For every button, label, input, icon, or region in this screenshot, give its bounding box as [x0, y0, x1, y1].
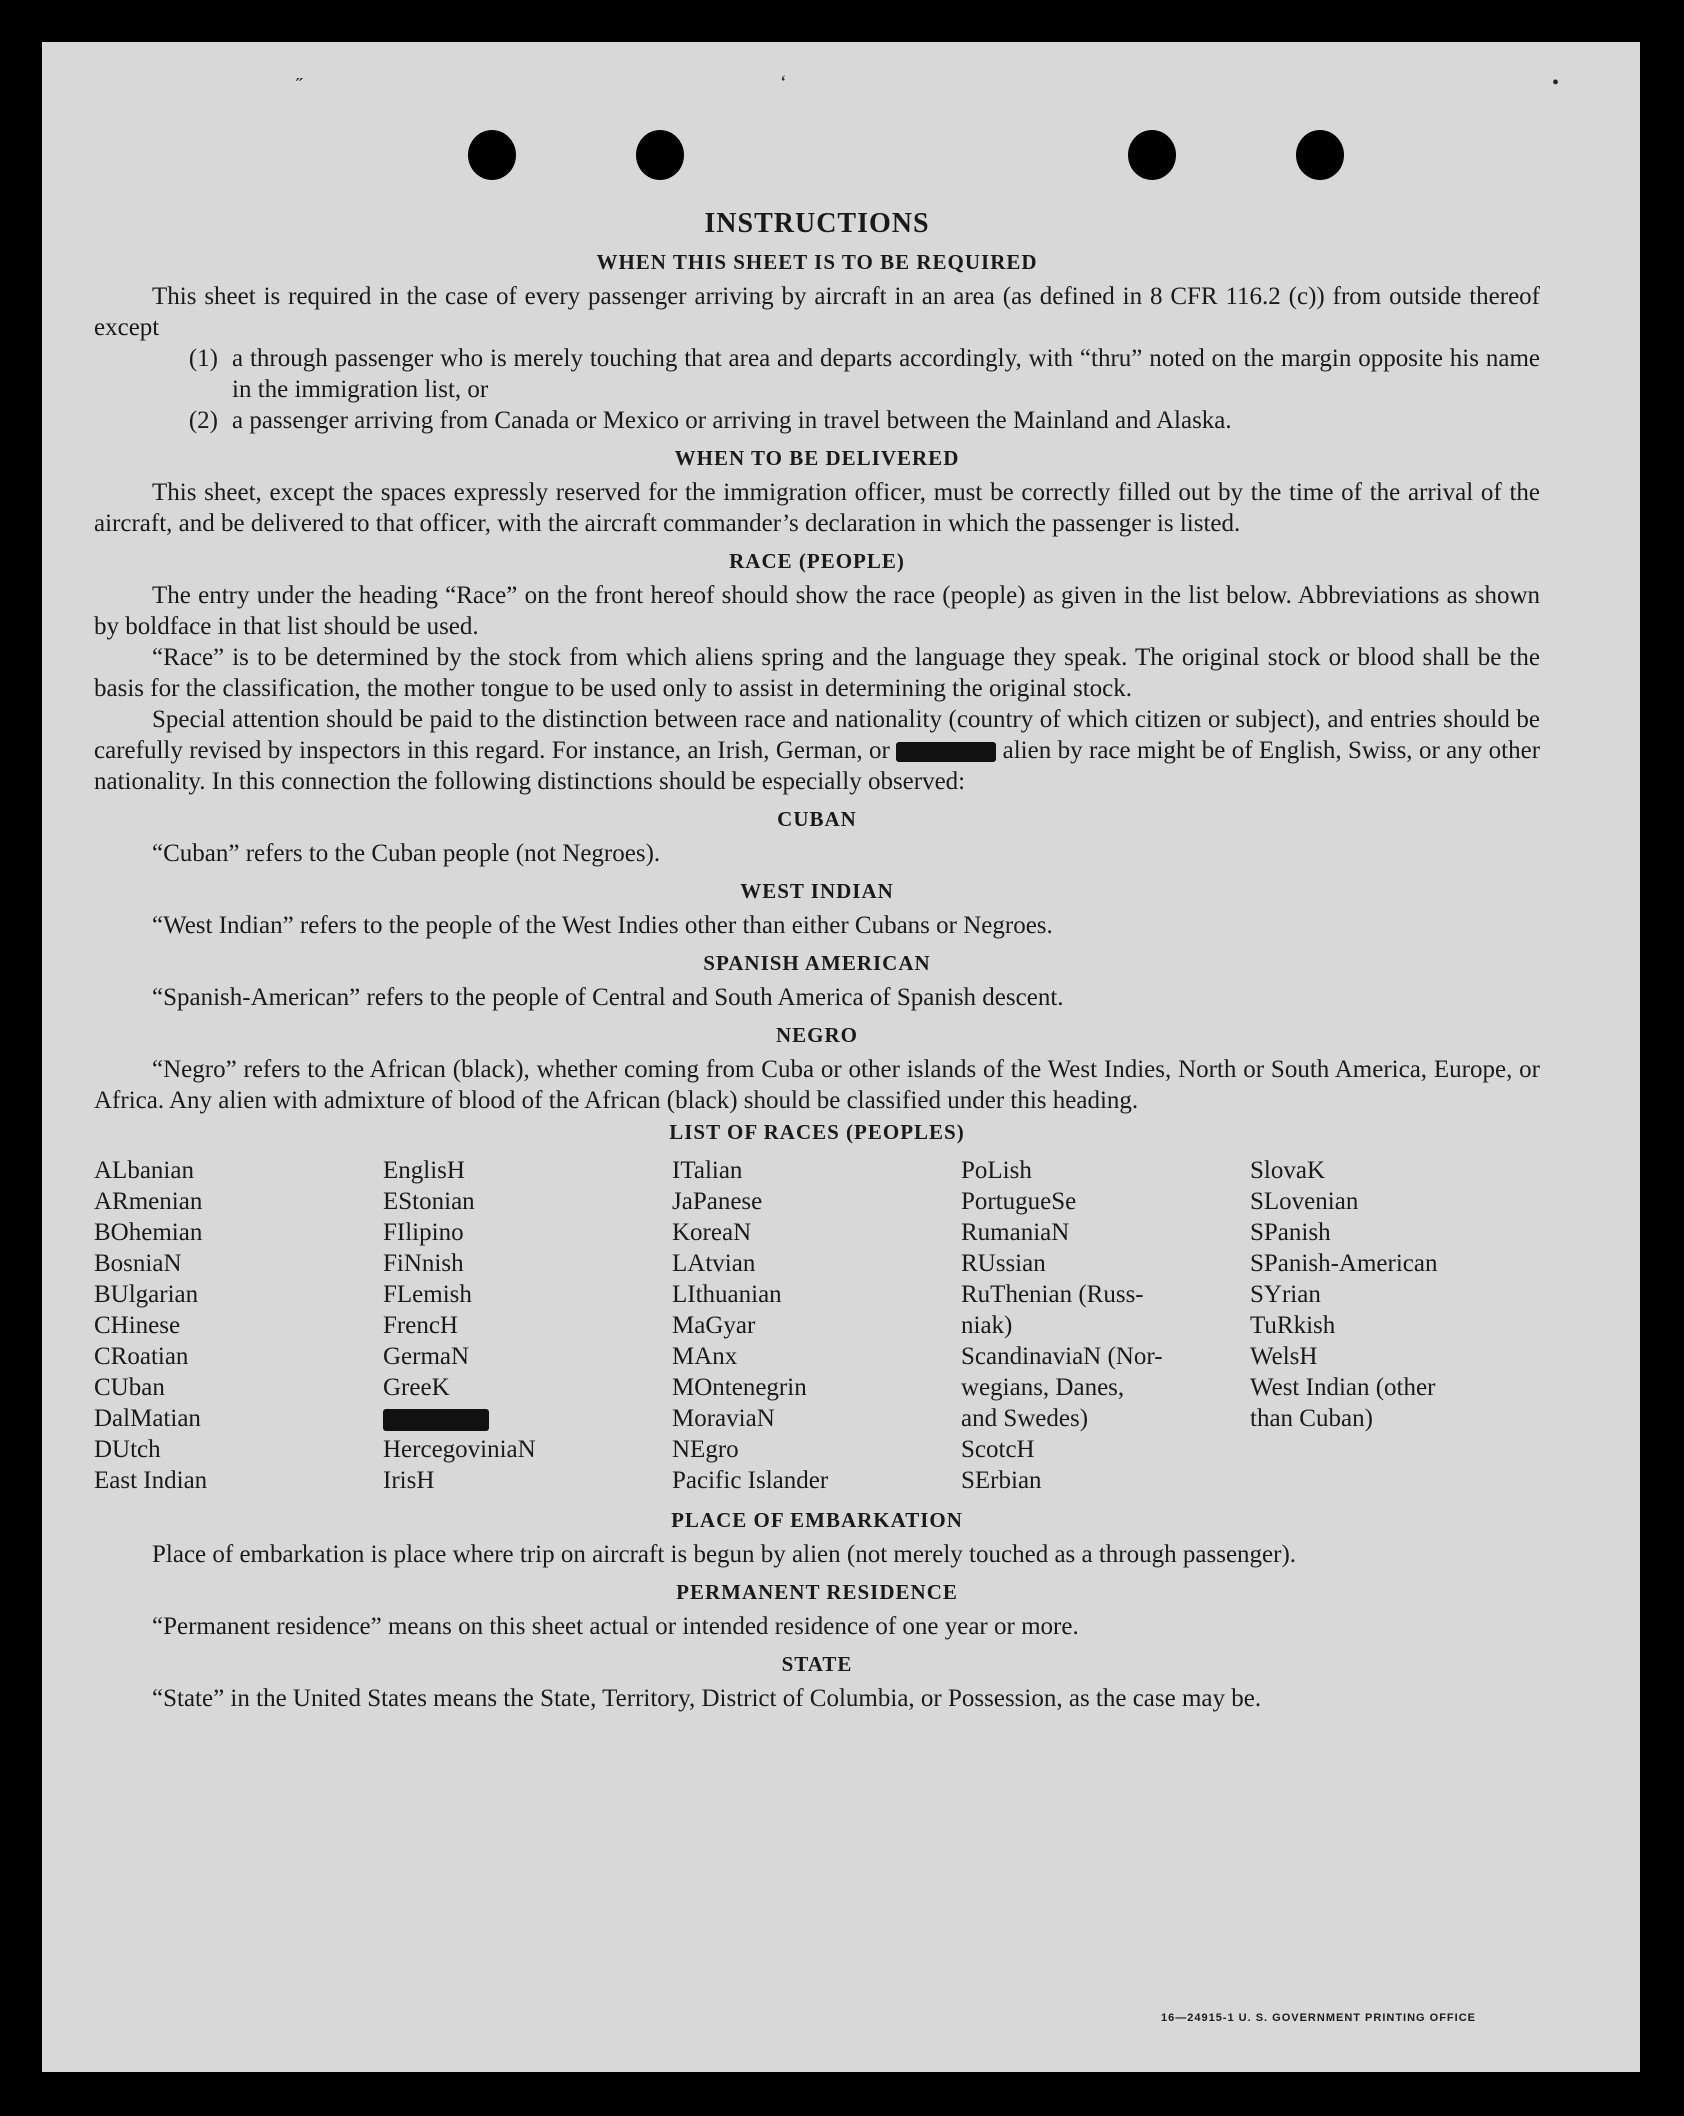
definition: “Cuban” refers to the Cuban people (not Negroes). — [152, 840, 661, 867]
race-item: MaGyar — [672, 1312, 756, 1339]
race-item: ScotcH — [961, 1436, 1035, 1463]
stray-mark: ˶ — [296, 66, 303, 88]
race-item: EStonian — [383, 1188, 475, 1215]
race-item: MOntenegrin — [672, 1374, 807, 1401]
race-item: SYrian — [1250, 1281, 1321, 1308]
race-column — [94, 1155, 383, 1496]
paragraph: This sheet is required in the case of every passenger arriving by aircraft in an area (as defined in 8 CFR 116.2 (c)) from outside thereof except — [94, 283, 1540, 341]
race-item: BUlgarian — [94, 1281, 199, 1308]
printing-code: 16—24915-1 U. S. GOVERNMENT PRINTING OFFICE — [1160, 2012, 1476, 2024]
section-heading: SPANISH AMERICAN — [703, 951, 931, 975]
numbered-item — [94, 405, 1540, 436]
race-item: IrisH — [383, 1467, 435, 1494]
punch-hole — [636, 130, 684, 180]
paragraph: “Race” is to be determined by the stock from which aliens spring and the language they speak. The original stock or blood shall be the basis for the classification, the mother tongue to be used only to assist in determining the original stock. — [94, 644, 1540, 702]
section-heading: CUBAN — [777, 807, 857, 831]
race-item: GreeK — [383, 1374, 450, 1401]
race-list — [94, 1155, 1540, 1496]
paragraph: Place of embarkation is place where trip on aircraft is begun by alien (not merely touched as a through passenger). — [152, 1541, 1297, 1568]
race-item: TuRkish — [1250, 1312, 1336, 1339]
race-item: PoLish — [961, 1157, 1032, 1184]
paragraph-part: Special attention should be paid to the distinction between race and nationality (country of which citizen or subject), and entries should be carefully revised by inspectors in this regard. For instance, an Irish, German, or — [94, 706, 1540, 764]
race-item: wegians, Danes, — [961, 1374, 1125, 1401]
item-number: (1) — [188, 345, 218, 372]
race-item: CHinese — [94, 1312, 181, 1339]
race-item: West Indian (other — [1250, 1374, 1436, 1401]
race-item: WelsH — [1250, 1343, 1318, 1370]
race-item: ALbanian — [94, 1157, 194, 1184]
paragraph: “State” in the United States means the State, Territory, District of Columbia, or Possession, as the case may be. — [152, 1685, 1262, 1712]
paragraph: “Negro” refers to the African (black), whether coming from Cuba or other islands of the West Indies, North or South America, Europe, or Africa. Any alien with admixture of blood of the African (black) should be classified under this heading. — [94, 1056, 1540, 1114]
race-item: SPanish — [1250, 1219, 1331, 1246]
item-number: (2) — [188, 407, 218, 434]
race-item: LIthuanian — [672, 1281, 782, 1308]
punch-hole — [1128, 130, 1176, 180]
definition: “West Indian” refers to the people of the West Indies other than either Cubans or Negroes. — [152, 912, 1053, 939]
race-item: KoreaN — [672, 1219, 752, 1246]
race-column — [383, 1155, 672, 1496]
paragraph — [94, 704, 1540, 797]
race-item: SlovaK — [1250, 1157, 1325, 1184]
redacted-word — [383, 1409, 489, 1431]
paragraph-part: alien by race might be of English, Swiss, or any other nationality. In this connection the following distinctions should be especially observed: — [94, 737, 1541, 795]
race-item: MoraviaN — [672, 1405, 775, 1432]
section-heading: WHEN TO BE DELIVERED — [674, 446, 960, 470]
race-item: RumaniaN — [961, 1219, 1070, 1246]
race-item: GermaN — [383, 1343, 470, 1370]
race-item: ScandinaviaN (Nor- — [961, 1343, 1163, 1370]
stray-mark: ‘ — [780, 72, 787, 94]
item-text: a passenger arriving from Canada or Mexico or arriving in travel between the Mainland and Alaska. — [232, 407, 1232, 434]
race-item: PortugueSe — [961, 1188, 1077, 1215]
race-item: BOhemian — [94, 1219, 203, 1246]
paragraph: This sheet, except the spaces expressly reserved for the immigration officer, must be correctly filled out by the time of the arrival of the aircraft, and be delivered to that officer, with the aircraft commander’s declaration in which the passenger is listed. — [94, 479, 1540, 537]
race-item: than Cuban) — [1250, 1405, 1373, 1432]
race-item: SPanish-American — [1250, 1250, 1438, 1277]
section-heading: NEGRO — [775, 1023, 858, 1047]
race-item: and Swedes) — [961, 1405, 1089, 1432]
stray-mark: • — [1552, 72, 1560, 94]
race-item: CUban — [94, 1374, 165, 1401]
race-item: RuThenian (Russ- — [961, 1281, 1144, 1308]
race-item: DUtch — [94, 1436, 161, 1463]
section-heading: LIST OF RACES (PEOPLES) — [669, 1120, 965, 1144]
paragraph: The entry under the heading “Race” on the front hereof should show the race (people) as given in the list below. Abbreviations as shown by boldface in that list should be used. — [94, 582, 1540, 640]
punch-hole — [1296, 130, 1344, 180]
race-item: JaPanese — [672, 1188, 763, 1215]
race-item: SLovenian — [1250, 1188, 1359, 1215]
item-text: a through passenger who is merely touching that area and departs accordingly, with “thru” noted on the margin opposite his name in the immigration list, or — [232, 345, 1540, 403]
race-item: SErbian — [961, 1467, 1042, 1494]
section-heading: PLACE OF EMBARKATION — [671, 1508, 963, 1532]
race-item: East Indian — [94, 1467, 208, 1494]
race-column — [672, 1155, 961, 1496]
section-heading: RACE (PEOPLE) — [729, 549, 905, 573]
race-item: ARmenian — [94, 1188, 203, 1215]
race-item: NEgro — [672, 1436, 739, 1463]
race-item: MAnx — [672, 1343, 738, 1370]
race-item-redacted — [383, 1403, 672, 1434]
race-item: LAtvian — [672, 1250, 756, 1277]
definition: “Spanish-American” refers to the people of Central and South America of Spanish descent. — [152, 984, 1064, 1011]
race-item: Pacific Islander — [672, 1467, 829, 1494]
definition: “Permanent residence” means on this sheet actual or intended residence of one year or more. — [152, 1613, 1079, 1640]
race-item: CRoatian — [94, 1343, 189, 1370]
punch-hole — [468, 130, 516, 180]
race-item: FiNnish — [383, 1250, 464, 1277]
race-item: FIlipino — [383, 1219, 464, 1246]
instructions-body — [94, 208, 1540, 1714]
section-heading: PERMANENT RESIDENCE — [676, 1580, 958, 1604]
race-item: FrencH — [383, 1312, 458, 1339]
race-item: ITalian — [672, 1157, 743, 1184]
section-heading: WEST INDIAN — [740, 879, 894, 903]
race-item: HercegoviniaN — [383, 1436, 536, 1463]
page-title: INSTRUCTIONS — [704, 208, 930, 239]
race-item: BosniaN — [94, 1250, 182, 1277]
race-column — [961, 1155, 1250, 1496]
race-item: EnglisH — [383, 1157, 465, 1184]
race-item: FLemish — [383, 1281, 472, 1308]
redacted-word — [896, 742, 996, 762]
section-heading: WHEN THIS SHEET IS TO BE REQUIRED — [596, 250, 1038, 274]
numbered-item — [94, 343, 1540, 405]
race-item: RUssian — [961, 1250, 1046, 1277]
section-heading: STATE — [781, 1652, 853, 1676]
race-item: DalMatian — [94, 1405, 201, 1432]
race-column — [1250, 1155, 1539, 1496]
race-item: niak) — [961, 1312, 1013, 1339]
document-page — [42, 42, 1640, 2072]
